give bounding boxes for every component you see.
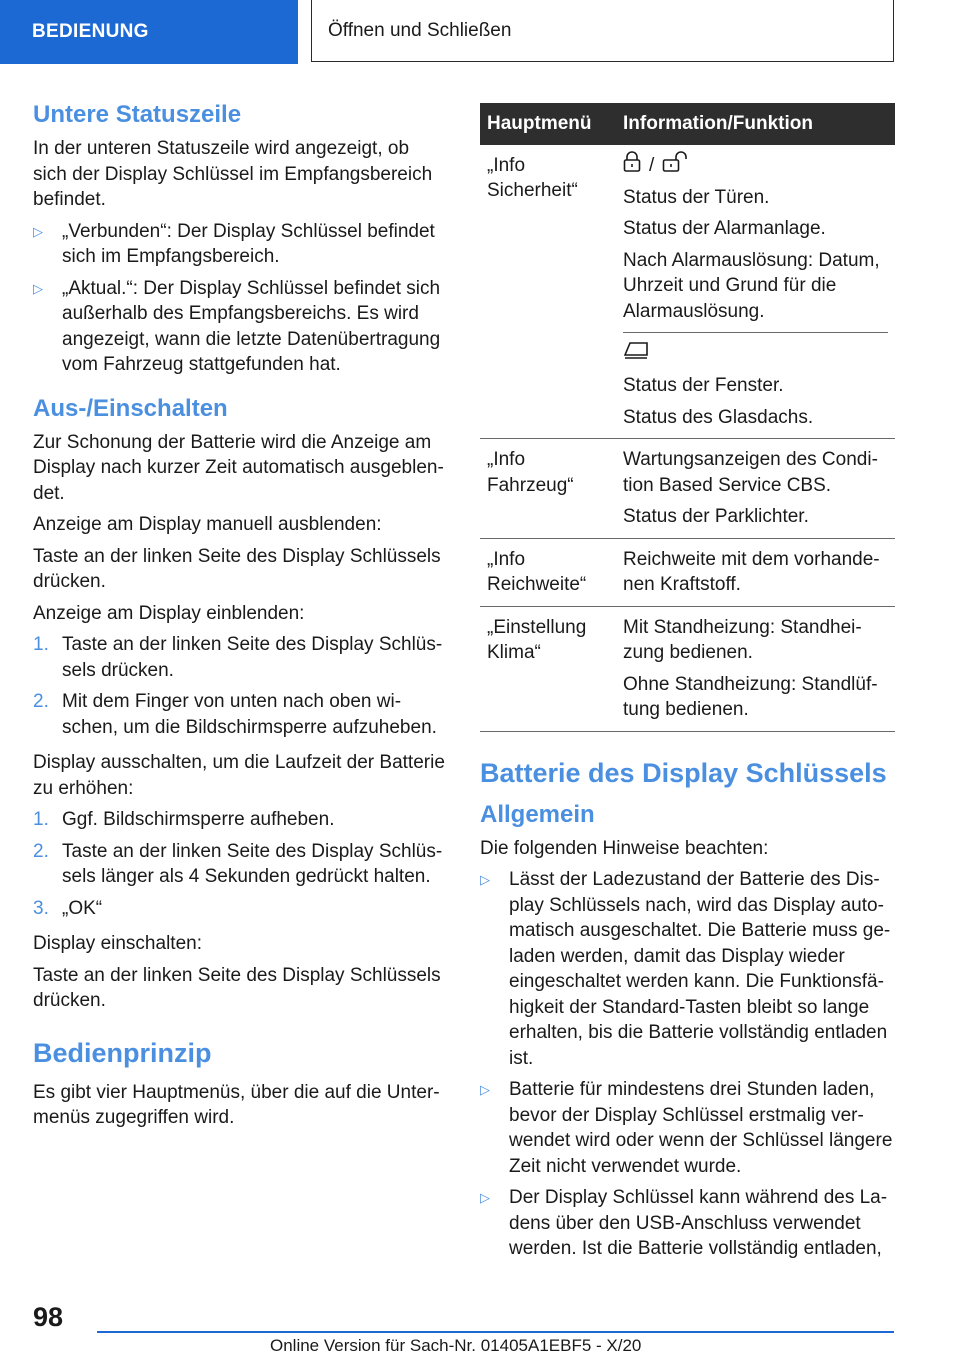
window-icon <box>623 340 649 368</box>
bullet-triangle-icon: ▷ <box>480 1082 490 1097</box>
ausein-p2: Anzeige am Display manuell ausblenden: <box>33 514 382 535</box>
icon-separator: / <box>649 154 655 176</box>
alarmausloesung: Nach Alarmauslösung: Datum, Uhrzeit und Grund für die Alarmauslösung. <box>623 249 880 322</box>
table-header-hauptmenu: Hauptmenü <box>480 103 616 145</box>
ausein-p5: Display ausschalten, um die Laufzeit der Batterie zu erhöhen: <box>33 752 445 799</box>
ausein-p4: Anzeige am Display einblenden: <box>33 602 305 624</box>
list-item: 2. Mit dem Finger von unten nach oben wischen, um die Bildschirmsperre aufzuheben. <box>33 691 437 738</box>
list-item: ▷ „Verbunden“: Der Display Schlüssel befindet sich im Empfangsbereich. <box>33 220 435 267</box>
status-tueren: Status der Türen. <box>623 186 770 208</box>
header-chapter: Öffnen und Schließen <box>328 19 512 41</box>
lock-closed-icon <box>623 151 641 181</box>
table-row <box>480 538 895 606</box>
allgemein-intro: Die folgenden Hinweise beachten: <box>480 837 769 859</box>
right-column <box>480 103 895 1272</box>
bedienprinzip-heading: Bedienprinzip <box>33 1037 212 1068</box>
statuszeile-heading: Untere Statuszeile <box>33 101 242 128</box>
wartungsanzeigen: Wartungsanzeigen des Condition Based Service CBS. <box>623 449 878 496</box>
list-item: ▷ Batterie für mindestens drei Stunden laden, bevor der Display Schlüssel erstmalig verwendet wird oder wenn der Schlüssel längere Zeit nicht verwendet wurde. <box>480 1079 893 1177</box>
status-fenster: Status der Fenster. <box>623 375 784 396</box>
left-column <box>33 100 447 1137</box>
reichweite-text: Reichweite mit dem vorhandenen Kraftstoff. <box>623 548 880 595</box>
standheizung-text: Mit Standheizung: Standheizung bedienen. <box>623 616 862 663</box>
list-item: ▷ Lässt der Ladezustand der Batterie des Display Schlüssels nach, wird das Display automatisch ausgeschaltet. Die Batterie muss geladen werden, damit das Display wieder eingeschaltet werden kann. Die Funktionsfähigkeit der Standard-Tasten bleibt so lange erhalten, bis die Batterie vollständig entladen ist. <box>480 869 891 1069</box>
table-header-row <box>480 103 895 145</box>
list-item: 1. Ggf. Bildschirmsperre aufheben. <box>33 809 335 830</box>
table-row <box>480 606 895 731</box>
menu-info-reichweite: „Info Reichweite“ <box>480 538 616 606</box>
ausein-p3: Taste an der linken Seite des Display Schlüssels drücken. <box>33 545 441 592</box>
cell-divider <box>623 332 888 333</box>
header-section-tab <box>0 0 298 64</box>
allgemein-heading: Allgemein <box>480 800 595 828</box>
batterie-list <box>480 867 895 1262</box>
page-number: 98 <box>33 1302 64 1332</box>
table-header-info: Information/Funktion <box>616 103 895 145</box>
list-item: ▷ „Aktual.“: Der Display Schlüssel befindet sich außerhalb des Empfangsbereichs. Es wird angezeigt, wann die letzte Datenübertragung vom Fahrzeug stattgefunden hat. <box>33 277 441 375</box>
ausein-heading: Aus-/Einschalten <box>33 394 228 422</box>
menu-einstellung-klima: „Einstellung Klima“ <box>480 606 616 731</box>
steps-einblenden <box>33 632 447 740</box>
bullet-triangle-icon: ▷ <box>33 223 43 239</box>
bullet-triangle-icon: ▷ <box>480 872 490 887</box>
table-row <box>480 145 895 439</box>
table-row <box>480 439 895 539</box>
footer-text: Online Version für Sach-Nr. 01405A1EBF5 - X/20 <box>270 1336 642 1355</box>
list-item: 3. „OK“ <box>33 897 103 919</box>
menu-table <box>480 103 895 732</box>
menu-info-fahrzeug: „Info Fahrzeug“ <box>480 439 616 539</box>
header-section: BEDIENUNG <box>32 21 149 42</box>
standlueftung-text: Ohne Standheizung: Standlüftung bedienen. <box>623 673 878 720</box>
steps-ausschalten <box>33 807 447 921</box>
ausein-p1: Zur Schonung der Batterie wird die Anzeige am Display nach kurzer Zeit automatisch ausgeblendet. <box>33 431 444 504</box>
status-alarmanlage: Status der Alarmanlage. <box>623 218 826 239</box>
list-item: ▷ Der Display Schlüssel kann während des Ladens über den USB-Anschluss verwendet werden. Ist die Batterie vollständig entladen, <box>480 1187 888 1259</box>
batterie-heading: Batterie des Display Schlüssels <box>480 757 887 788</box>
list-item: 2. Taste an der linken Seite des Display Schlüssels länger als 4 Sekunden gedrückt halten. <box>33 840 443 887</box>
status-parklichter: Status der Parklichter. <box>623 506 809 527</box>
ausein-p6: Display einschalten: <box>33 933 202 954</box>
lock-open-icon <box>662 151 688 181</box>
ausein-p7: Taste an der linken Seite des Display Schlüssels drücken. <box>33 964 441 1011</box>
bedienprinzip-p1: Es gibt vier Hauptmenüs, über die auf die Untermenüs zugegriffen wird. <box>33 1081 440 1128</box>
bullet-triangle-icon: ▷ <box>480 1190 490 1205</box>
status-glasdach: Status des Glasdachs. <box>623 406 814 428</box>
bullet-triangle-icon: ▷ <box>33 280 43 296</box>
statuszeile-intro: In der unteren Statuszeile wird angezeigt, ob sich der Display Schlüssel im Empfangsbereich befindet. <box>33 138 433 210</box>
statuszeile-list <box>33 219 447 378</box>
menu-info-sicherheit: „Info Sicherheit“ <box>480 145 616 439</box>
footer-divider <box>97 1331 894 1333</box>
header-chapter-box <box>311 0 894 62</box>
list-item: 1. Taste an der linken Seite des Display Schlüssels drücken. <box>33 634 443 681</box>
